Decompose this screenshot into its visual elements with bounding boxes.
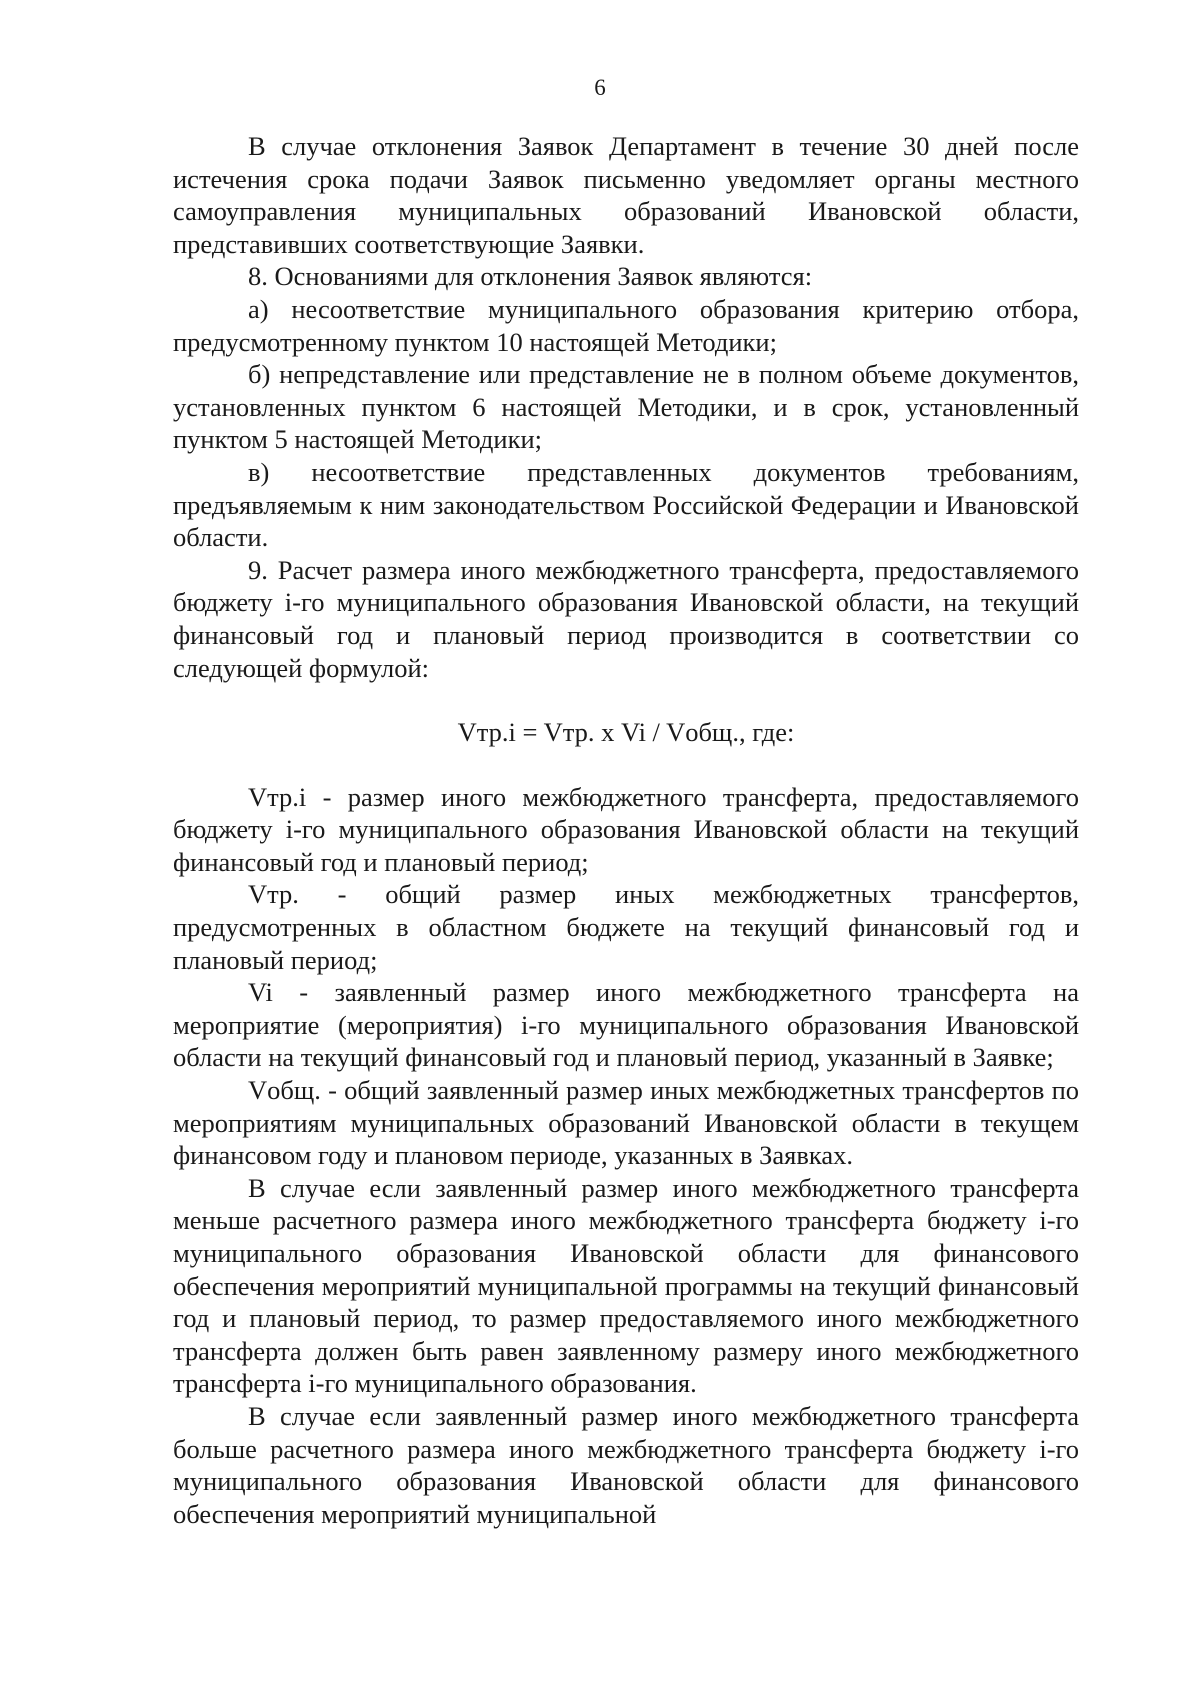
document-body — [173, 130, 1079, 1530]
paragraph-item-8b: б) непредставление или представление не в полном объеме документов, установленных пунктом 6 настоящей Методики, и в срок, установленный пунктом 5 настоящей Методики; — [173, 359, 1079, 455]
paragraph-item-8: 8. Основаниями для отклонения Заявок являются: — [248, 261, 813, 292]
formula: Vтр.i = Vтр. х Vi / Vобщ., где: — [457, 717, 795, 748]
paragraph-rejection-notice: В случае отклонения Заявок Департамент в течение 30 дней после истечения срока подачи Заявок письменно уведомляет органы местного самоуправления муниципальных образований Ивановской области, представивших соответствующие Заявки. — [173, 131, 1079, 259]
paragraph-item-8a: а) несоответствие муниципального образования критерию отбора, предусмотренному пунктом 10 настоящей Методики; — [173, 293, 1079, 357]
paragraph-declared-more: В случае если заявленный размер иного межбюджетного трансферта больше расчетного размера иного межбюджетного трансферта бюджету i-го муниципального образования Ивановской области для финансового обеспечения мероприятий муниципальной — [173, 1400, 1079, 1529]
paragraph-item-8v: в) несоответствие представленных документов требованиям, предъявляемым к ним законодательством Российской Федерации и Ивановской области. — [173, 456, 1079, 553]
definition-vtr: Vтр. - общий размер иных межбюджетных трансфертов, предусмотренных в областном бюджете на текущий финансовый год и плановый период; — [173, 879, 1079, 975]
definition-vtr-i: Vтр.i - размер иного межбюджетного трансферта, предоставляемого бюджету i-го муниципального образования Ивановской области на текущий финансовый год и плановый период; — [173, 781, 1079, 877]
paragraph-item-9: 9. Расчет размера иного межбюджетного трансферта, предоставляемого бюджету i-го муниципального образования Ивановской области, на текущий финансовый год и плановый период производится в соответствии со следующей формулой: — [173, 554, 1079, 683]
page-number: 6 — [594, 75, 606, 100]
paragraph-declared-less: В случае если заявленный размер иного межбюджетного трансферта меньше расчетного размера иного межбюджетного трансферта бюджету i-го муниципального образования Ивановской области для финансового обеспечения мероприятий муниципальной программы на текущий финансовый год и плановый период, то размер предоставляемого иного межбюджетного трансферта должен быть равен заявленному размеру иного межбюджетного трансферта i-го муниципального образования. — [173, 1172, 1079, 1399]
definition-vi: Vi - заявленный размер иного межбюджетного трансферта на мероприятие (мероприятия) i-го муниципального образования Ивановской области на текущий финансовый год и плановый период, указанный в Заявке; — [173, 977, 1079, 1073]
definition-vobsch: Vобщ. - общий заявленный размер иных межбюджетных трансфертов по мероприятиям муниципальных образований Ивановской области в текущем финансовом году и плановом периоде, указанных в Заявках. — [173, 1075, 1079, 1171]
